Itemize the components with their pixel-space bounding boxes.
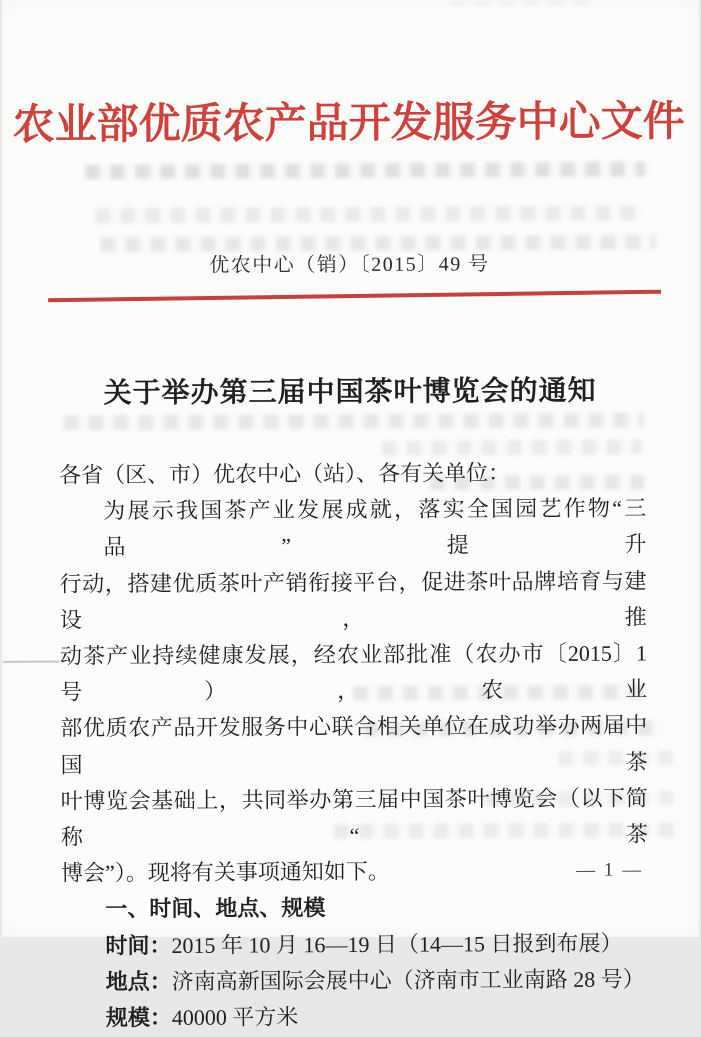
detail-time-label: 时间： <box>105 932 172 958</box>
detail-time-value: 2015 年 10 月 16—19 日（14—15 日报到布展） <box>171 930 623 958</box>
section-heading: 一、时间、地点、规模 <box>105 895 326 922</box>
document-number: 优农中心（销）〔2015〕49 号 <box>209 253 490 277</box>
detail-location <box>62 961 649 1000</box>
bleed-through-artifact <box>382 439 642 455</box>
scanned-document-page <box>2 0 699 1031</box>
detail-scale-label: 规模： <box>105 1004 172 1031</box>
scan-artifact-line <box>3 661 59 663</box>
detail-location-value: 济南高新国际会展中心（济南市工业南路 28 号） <box>171 966 645 994</box>
body-paragraph-line: 行动，搭建优质茶叶产销衔接平台，促进茶叶品牌培育与建设，推 <box>59 568 647 633</box>
detail-time <box>61 925 648 964</box>
page-number: — 1 — <box>576 859 644 881</box>
body-paragraph-line: 部优质农产品开发服务中心联合相关单位在成功举办两届中国茶 <box>60 712 648 778</box>
bleed-through-artifact <box>85 161 645 179</box>
body-paragraph-line: 为展示我国茶产业发展成就，落实全国园艺作物“三品”提升 <box>103 495 647 560</box>
detail-location-label: 地点： <box>105 968 172 995</box>
bleed-through-artifact <box>96 205 641 223</box>
body-paragraph-line: 博会”）。现将有关事项通知如下。 <box>61 859 390 886</box>
salutation-line: 各省（区、市）优农中心（站）、各有关单位： <box>58 460 511 488</box>
red-divider-line <box>48 290 661 302</box>
bleed-through-artifact <box>450 1 590 6</box>
document-body <box>59 454 649 1036</box>
agency-header-title: 农业部优质农产品开发服务中心文件 <box>12 99 685 149</box>
body-paragraph-line: 动茶产业持续健康发展，经农业部批准（农办市〔2015〕1 号），农业 <box>59 640 648 705</box>
detail-scale <box>62 997 649 1036</box>
notice-title: 关于举办第三届中国茶叶博览会的通知 <box>103 375 597 410</box>
bleed-through-artifact <box>64 412 644 430</box>
detail-scale-value: 40000 平方米 <box>171 1004 299 1030</box>
body-paragraph-line: 叶博览会基础上，共同举办第三届中国茶叶博览会（以下简称“茶 <box>60 785 648 850</box>
